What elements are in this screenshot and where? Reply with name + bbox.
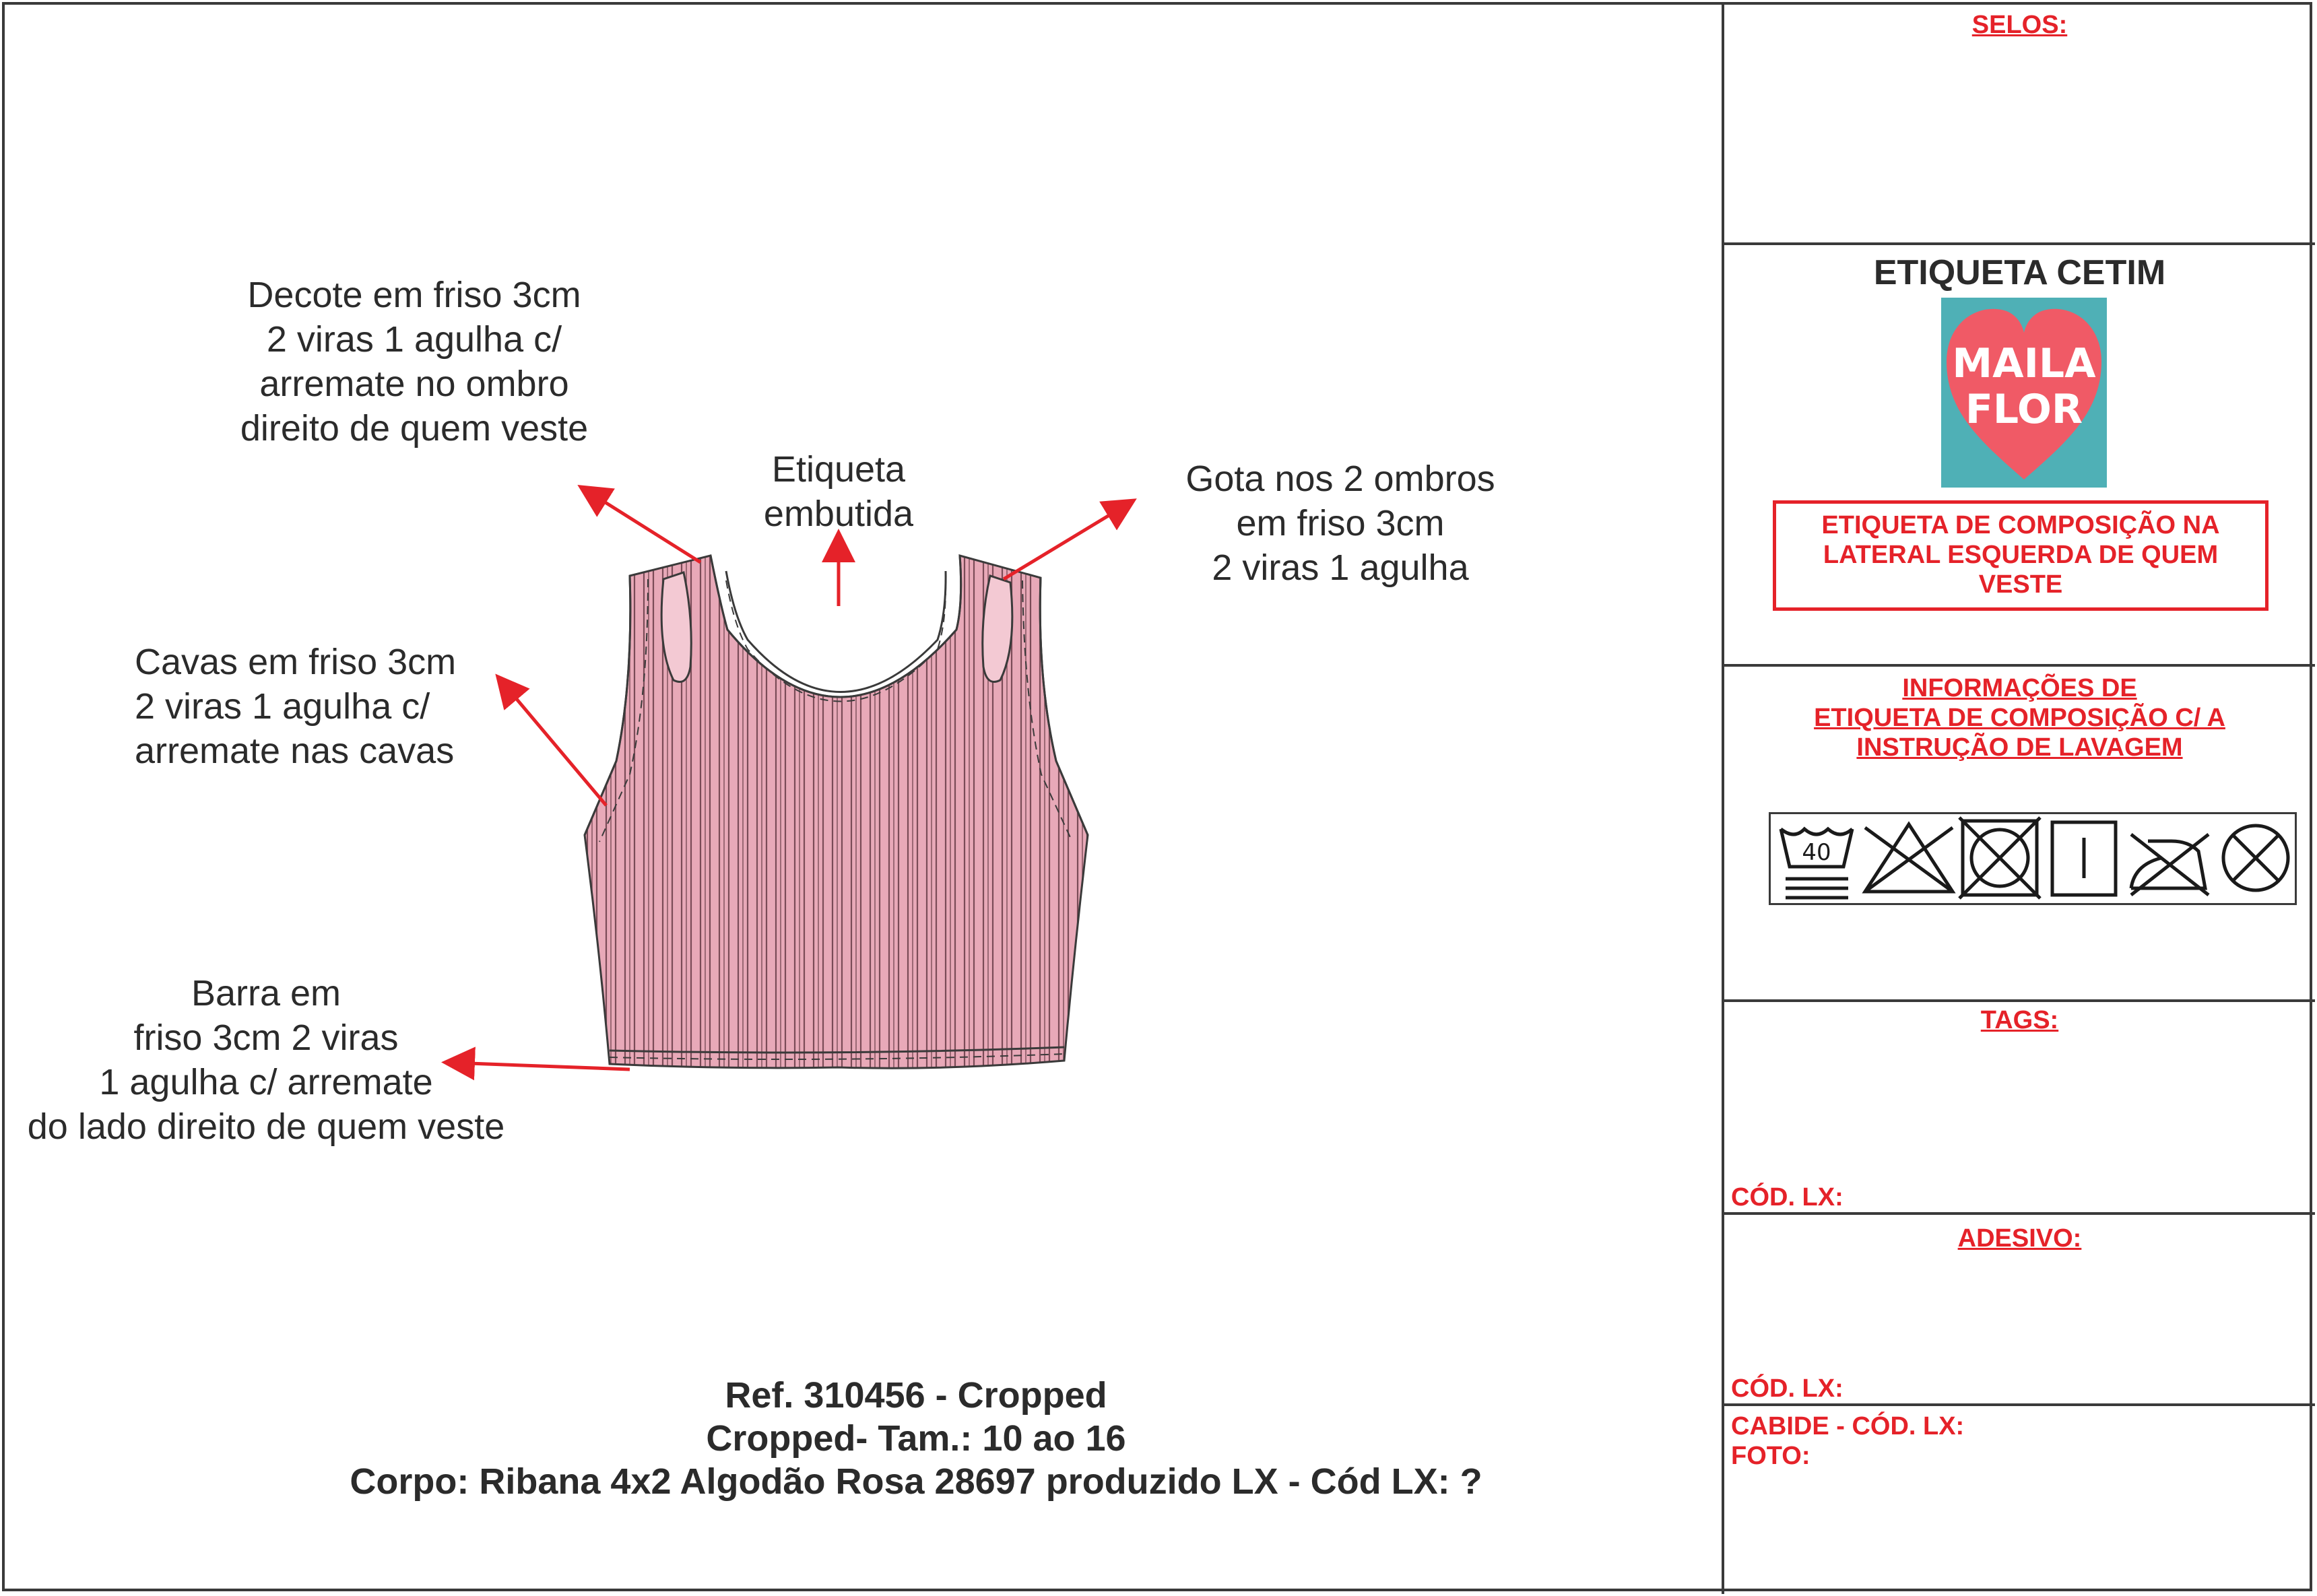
note-decote [222, 273, 606, 451]
no-bleach-icon [1865, 824, 1953, 892]
composition-line: LATERAL ESQUERDA DE QUEM [1823, 541, 2219, 569]
note-line: em friso 3cm [1236, 503, 1445, 543]
product-spec [256, 1374, 1576, 1503]
note-line: Gota nos 2 ombros [1185, 459, 1495, 499]
tags-heading: TAGS: [1980, 1006, 2059, 1034]
note-cavas [135, 640, 498, 773]
product-size: Cropped- Tam.: 10 ao 16 [706, 1418, 1126, 1459]
sidebar-divider [1722, 2, 1724, 1594]
arrow-cavas [502, 681, 606, 805]
note-line: arremate nas cavas [135, 731, 455, 771]
info-line: INSTRUÇÃO DE LAVAGEM [1856, 733, 2183, 762]
note-line: embutida [763, 494, 914, 534]
section-divider-1 [1722, 242, 2315, 245]
brand-logo [1941, 298, 2107, 488]
section-divider-3 [1722, 999, 2315, 1002]
note-gota [1158, 457, 1522, 590]
wash-40-icon [1781, 829, 1852, 898]
note-line: Cavas em friso 3cm [135, 642, 457, 682]
section-divider-2 [1722, 664, 2315, 667]
cabide-foto [1731, 1411, 1964, 1471]
note-etiqueta [738, 447, 940, 536]
info-line: INFORMAÇÕES DE [1902, 674, 2137, 702]
care-symbols [1771, 814, 2295, 903]
note-line: 2 viras 1 agulha [1212, 547, 1469, 588]
composition-line: VESTE [1978, 570, 2063, 599]
note-line: do lado direito de quem veste [27, 1106, 505, 1147]
logo-text-bottom: FLOR [1965, 386, 2083, 433]
arrow-gota [1004, 504, 1128, 579]
selos-heading: SELOS: [1971, 11, 2068, 39]
line-dry-icon [2052, 822, 2116, 895]
note-line: Etiqueta [771, 449, 906, 490]
etiqueta-cetim-heading: ETIQUETA CETIM [1873, 253, 2166, 292]
cabide-label: CABIDE - CÓD. LX: [1731, 1412, 1965, 1440]
composition-line: ETIQUETA DE COMPOSIÇÃO NA [1821, 511, 2220, 539]
section-divider-5 [1722, 1403, 2315, 1406]
care-symbols-box [1769, 812, 2297, 905]
no-dry-clean-icon [2223, 826, 2288, 890]
note-line: Barra em [191, 973, 341, 1013]
logo-text-top: MAILA [1952, 340, 2096, 387]
note-line: 2 viras 1 agulha c/ [266, 319, 562, 360]
cod-lx-adesivo: CÓD. LX: [1731, 1374, 1843, 1403]
note-line: Decote em friso 3cm [247, 275, 581, 315]
foto-label: FOTO: [1731, 1442, 1810, 1470]
composition-label-box [1773, 500, 2269, 611]
section-divider-4 [1722, 1212, 2315, 1215]
wash-temp: 40 [1802, 839, 1831, 866]
no-tumble-dry-icon [1959, 818, 2040, 898]
cod-lx-tags: CÓD. LX: [1731, 1183, 1843, 1211]
note-line: friso 3cm 2 viras [133, 1018, 399, 1058]
note-line: arremate no ombro [259, 364, 569, 404]
note-line: 1 agulha c/ arremate [99, 1062, 433, 1102]
info-line: ETIQUETA DE COMPOSIÇÃO C/ A [1814, 704, 2225, 732]
adesivo-heading: ADESIVO: [1957, 1224, 2082, 1253]
no-iron-icon [2131, 834, 2209, 895]
product-material: Corpo: Ribana 4x2 Algodão Rosa 28697 produzido LX - Cód LX: ? [350, 1461, 1482, 1502]
note-barra [3, 971, 529, 1149]
note-line: 2 viras 1 agulha c/ [135, 686, 430, 727]
note-line: direito de quem veste [240, 408, 589, 448]
product-ref: Ref. 310456 - Cropped [725, 1375, 1107, 1416]
informacoes-heading [1724, 673, 2315, 762]
arrow-decote [586, 490, 700, 562]
